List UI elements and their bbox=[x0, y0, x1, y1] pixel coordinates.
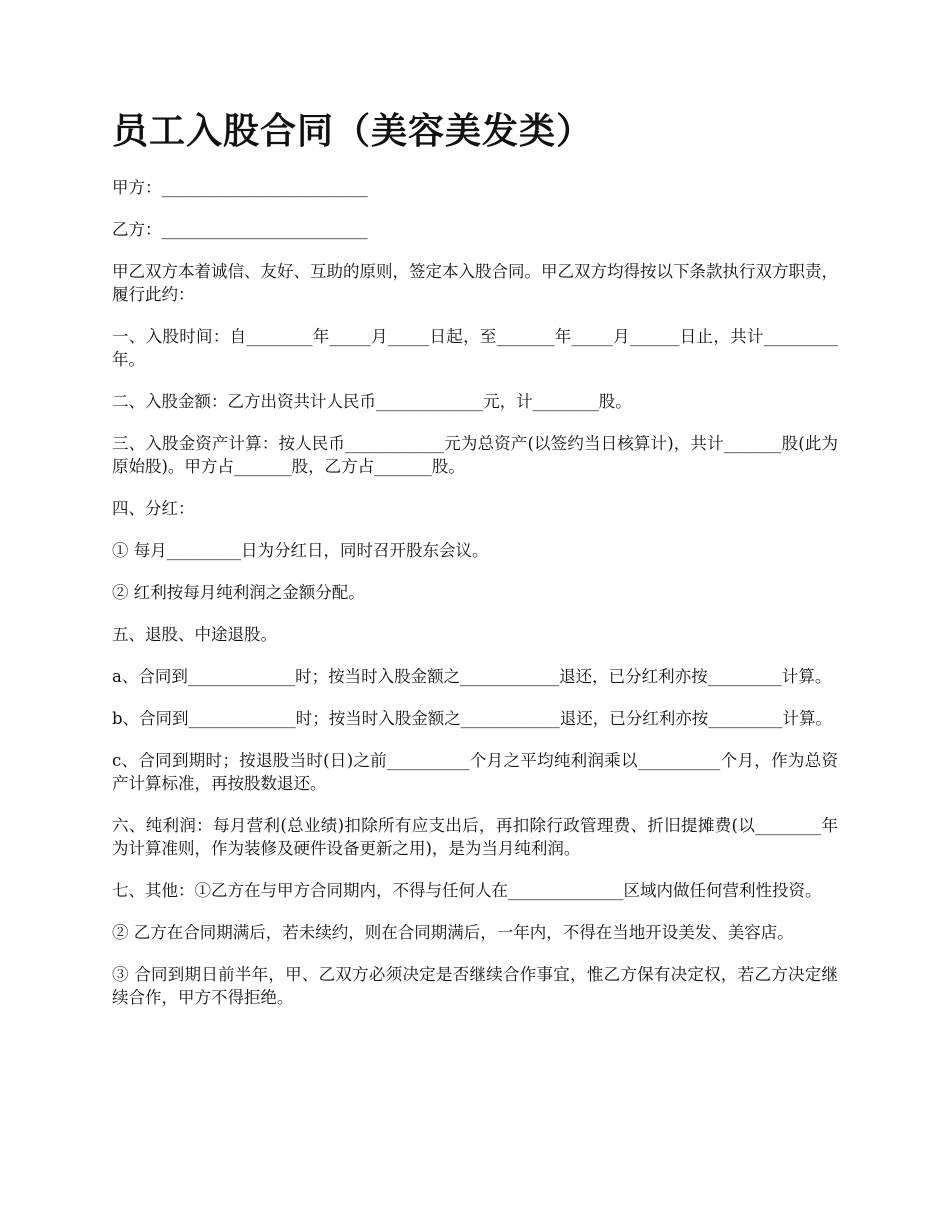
clause-1-investment-period: 一、入股时间：自________年_____月_____日起，至_______年_____月______日止，共计_________年。 bbox=[112, 327, 838, 369]
party-a-line: 甲方：_________________________ bbox=[112, 178, 368, 197]
party-b-line: 乙方：_________________________ bbox=[112, 220, 368, 239]
clause-7-other-item-1: 七、其他：①乙方在与甲方合同期内，不得与任何人在______________区域内做任何营利性投资。 bbox=[112, 881, 822, 900]
clause-4-item-2: ② 红利按每月纯利润之金额分配。 bbox=[112, 583, 365, 602]
document-title: 员工入股合同（美容美发类） bbox=[112, 111, 594, 152]
clause-5-withdrawal-heading: 五、退股、中途退股。 bbox=[112, 625, 277, 644]
clause-5-item-c: c、合同到期时；按退股当时(日)之前__________个月之平均纯利润乘以__________个月，作为总资产计算标准，再按股数退还。 bbox=[112, 751, 838, 793]
clause-2-investment-amount: 二、入股金额：乙方出资共计人民币_____________元，计________股。 bbox=[112, 392, 632, 411]
clause-6-net-profit: 六、纯利润：每月营利(总业绩)扣除所有应支出后，再扣除行政管理费、折旧提摊费(以________年为计算准则，作为装修及硬件设备更新之用)，是为当月纯利润。 bbox=[112, 816, 838, 858]
clause-7-other-item-2: ② 乙方在合同期满后，若未续约，则在合同期满后，一年内，不得在当地开设美发、美容店。 bbox=[112, 923, 794, 942]
preamble-paragraph: 甲乙双方本着诚信、友好、互助的原则，签定本入股合同。甲乙双方均得按以下条款执行双方职责，履行此约： bbox=[112, 262, 838, 304]
clause-3-asset-calculation: 三、入股金资产计算：按人民币____________元为总资产(以签约当日核算计)，共计_______股(此为原始股)。甲方占_______股，乙方占_______股。 bbox=[112, 434, 838, 476]
clause-7-other-item-3: ③ 合同到期日前半年，甲、乙双方必须决定是否继续合作事宜，惟乙方保有决定权，若乙方决定继续合作，甲方不得拒绝。 bbox=[112, 965, 838, 1007]
clause-4-dividend-heading: 四、分红： bbox=[112, 499, 195, 518]
clause-5-item-a: a、合同到_____________时；按当时入股金额之____________退还，已分红利亦按_________计算。 bbox=[112, 667, 832, 686]
clause-4-item-1: ① 每月_________日为分红日，同时召开股东会议。 bbox=[112, 541, 489, 560]
clause-5-item-b: b、合同到_____________时；按当时入股金额之____________退还，已分红利亦按_________计算。 bbox=[112, 709, 833, 728]
